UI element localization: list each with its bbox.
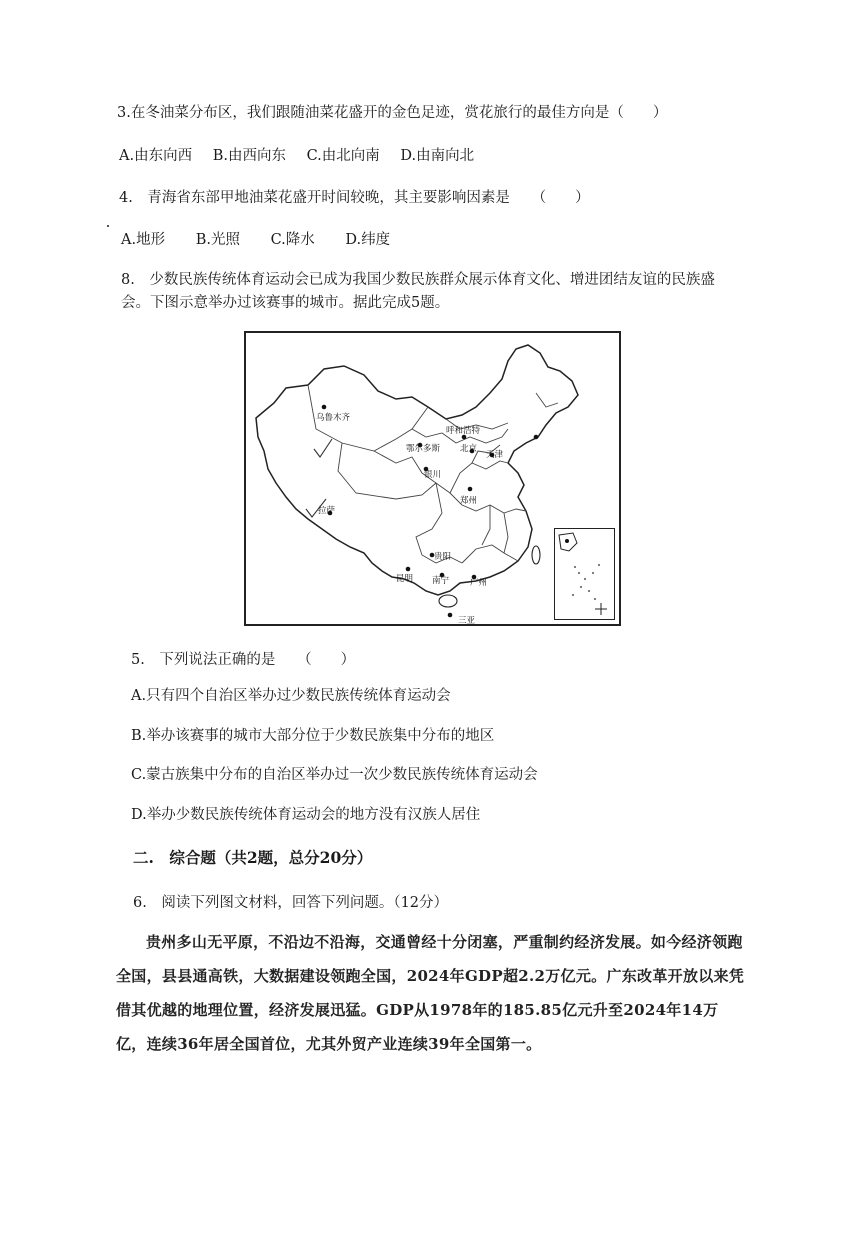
q4-options (121, 230, 416, 250)
province-line (482, 505, 490, 545)
intro-line-1: 8. 少数民族传统体育运动会已成为我国少数民族群众展示体育文化、增进团结友谊的民族盛 (121, 272, 715, 288)
taiwan-island (532, 546, 540, 564)
city-kunming: 昆明 (396, 574, 414, 584)
city-zhengzhou: 郑州 (460, 496, 478, 506)
city-lhasa: 拉萨 (318, 506, 336, 516)
city-hohhot: 呼和浩特 (446, 426, 481, 436)
city-beijing: 北京 (460, 444, 478, 454)
south-china-sea-inset (554, 528, 615, 620)
handwritten-check (314, 439, 332, 457)
city-dots (322, 405, 539, 618)
city-guiyang: 贵阳 (434, 552, 452, 562)
q3-option-a: A.由东向西 (119, 148, 193, 164)
province-line (450, 461, 508, 493)
q3-options (119, 146, 490, 166)
city-ordos: 鄂尔多斯 (406, 444, 441, 454)
province-line (462, 505, 526, 513)
city-sanya: 三亚 (458, 616, 476, 626)
city-nanning: 南宁 (432, 576, 450, 586)
city-urumqi: 乌鲁木齐 (316, 413, 351, 423)
inset-map (555, 529, 613, 618)
q4-option-d: D.纬度 (345, 232, 391, 248)
q5-stem: 5. 下列说法正确的是 （ ） (131, 652, 356, 668)
q5-option-c: C.蒙古族集中分布的自治区举办过一次少数民族传统体育运动会 (131, 767, 538, 783)
china-map (244, 331, 621, 626)
q3-option-c: C.由北向南 (306, 148, 380, 164)
q4-option-c: C.降水 (270, 232, 315, 248)
scan-dot (107, 225, 109, 227)
province-line (416, 483, 462, 563)
city-tianjin: 天津 (486, 450, 504, 460)
province-line (462, 545, 518, 563)
province-line (536, 393, 558, 407)
q5-option-a: A.只有四个自治区举办过少数民族传统体育运动会 (131, 688, 451, 704)
province-line (504, 513, 508, 553)
q6-passage: 贵州多山无平原，不沿边不沿海，交通曾经十分闭塞，严重制约经济发展。如今经济领跑全国，县县通高铁，大数据建设领跑全国，2024年GDP超2.2万亿元。广东改革开放以来凭借其优越的地理位置，经济发展迅猛。GDP从1978年的185.85亿元升至2024年14万亿，连续36年居全国首位，尤其外贸产业连续39年全国第一。 (116, 933, 745, 1053)
q4-option-a: A.地形 (121, 232, 166, 248)
q3-stem: 3.在冬油菜分布区，我们跟随油菜花盛开的金色足迹，赏花旅行的最佳方向是（ ） (117, 105, 668, 121)
china-border (256, 345, 578, 595)
section-heading: 二. 综合题（共2题，总分20分） (133, 848, 373, 867)
q4-stem: 4. 青海省东部甲地油菜花盛开时间较晚，其主要影响因素是 （ ） (119, 190, 590, 206)
q4-option-b: B.光照 (195, 232, 240, 248)
q3-option-d: D.由南向北 (400, 148, 475, 164)
hainan-island (439, 595, 457, 607)
q3-option-b: B.由西向东 (212, 148, 286, 164)
city-guangzhou: 广州 (470, 578, 488, 588)
q5-option-d: D.举办少数民族传统体育运动会的地方没有汉族人居住 (131, 807, 481, 823)
province-line (374, 451, 462, 505)
city-yinchuan: 银川 (424, 470, 442, 480)
q5-option-b: B.举办该赛事的城市大部分位于少数民族集中分布的地区 (131, 728, 495, 744)
q6-stem: 6. 阅读下列图文材料，回答下列问题。（12分） (133, 895, 449, 911)
intro-line-2: 会。下图示意举办过该赛事的城市。据此完成5题。 (121, 295, 450, 311)
